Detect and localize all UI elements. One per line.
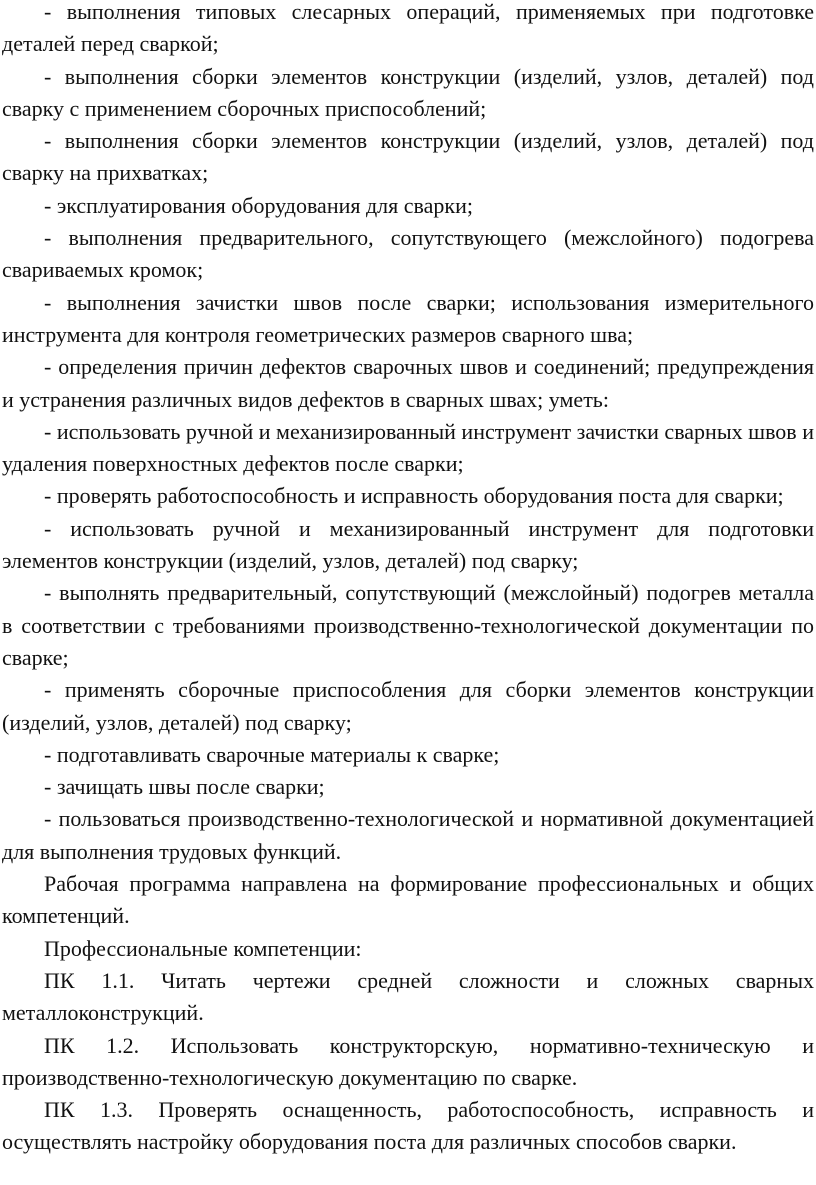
paragraph-14: - зачищать швы после сварки; [44, 774, 325, 800]
paragraph-10: - использовать ручной и механизированный инструмент для подготовки элементов конструкции (изделий, узлов, деталей) под сварку; [2, 515, 814, 574]
paragraph-11: - выполнять предварительный, сопутствующий (межслойный) подогрев металла в соответствии с требованиями производственно-технологической документации по сварке; [2, 580, 814, 670]
paragraph-18: ПК 1.1. Читать чертежи средней сложности и сложных сварных металлоконструкций. [2, 967, 814, 1026]
paragraph-16: Рабочая программа направлена на формирование профессиональных и общих компетенций. [2, 871, 814, 929]
paragraph-8: - использовать ручной и механизированный инструмент зачистки сварных швов и удаления поверхностных дефектов после сварки; [2, 418, 814, 477]
paragraph-3: - выполнения сборки элементов конструкции (изделий, узлов, деталей) под сварку на прихватках; [2, 128, 814, 186]
paragraph-4: - эксплуатирования оборудования для сварки; [44, 192, 473, 218]
paragraph-5: - выполнения предварительного, сопутствующего (межслойного) подогрева свариваемых кромок; [2, 225, 814, 283]
paragraph-12: - применять сборочные приспособления для сборки элементов конструкции (изделий, узлов, деталей) под сварку; [2, 677, 814, 735]
paragraph-7: - определения причин дефектов сварочных швов и соединений; предупреждения и устранения различных видов дефектов в сварных швах; уметь: [2, 354, 814, 412]
paragraph-2: - выполнения сборки элементов конструкции (изделий, узлов, деталей) под сварку с применением сборочных приспособлений; [2, 63, 814, 121]
paragraph-19: ПК 1.2. Использовать конструкторскую, нормативно-техническую и производственно-технологическую документацию по сварке. [2, 1032, 814, 1090]
paragraph-1: - выполнения типовых слесарных операций, применяемых при подготовке деталей перед сваркой; [2, 0, 814, 57]
paragraph-6: - выполнения зачистки швов после сварки; использования измерительного инструмента для контроля геометрических размеров сварного шва; [2, 289, 814, 347]
paragraph-17: Профессиональные компетенции: [44, 935, 362, 961]
paragraph-20: ПК 1.3. Проверять оснащенность, работоспособность, исправность и осуществлять настройку оборудования поста для различных способов сварки. [2, 1097, 814, 1155]
paragraph-15: - пользоваться производственно-технологической и нормативной документацией для выполнения трудовых функций. [2, 806, 814, 864]
paragraph-9: - проверять работоспособность и исправность оборудования поста для сварки; [44, 483, 784, 509]
paragraph-13: - подготавливать сварочные материалы к сварке; [44, 741, 500, 767]
